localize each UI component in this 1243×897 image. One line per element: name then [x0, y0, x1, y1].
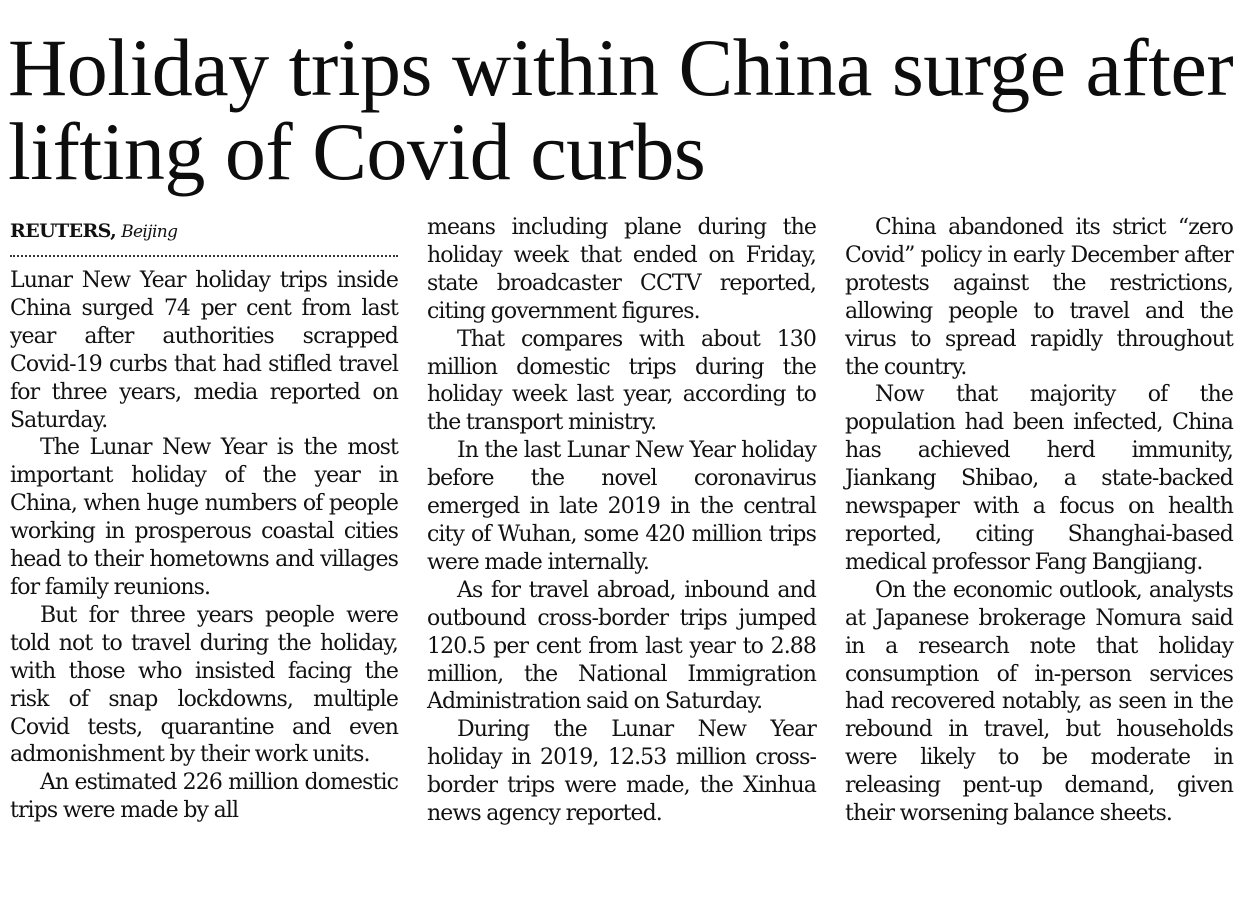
- article-column-2: [427, 214, 816, 828]
- article-paragraph: Now that majority of the population had been infected, China has achieved herd immunity, Jiankang Shibao, a state-backed newspaper with a focus on health reported, citing Shanghai-based medical professor Fang Bangjiang.: [845, 382, 1233, 575]
- article-paragraph: During the Lunar New Year holiday in 2019, 12.53 million cross-border trips were made, the Xinhua news agency reported.: [427, 717, 816, 827]
- article-paragraph: Lunar New Year holiday trips inside China surged 74 per cent from last year after authorities scrapped Covid-19 curbs that had stifled travel for three years, media reported on Saturday.: [10, 268, 398, 433]
- article-paragraph: As for travel abroad, inbound and outbound cross-border trips jumped 120.5 per cent from last year to 2.88 million, the National Immigration Administration said on Saturday.: [427, 577, 816, 715]
- headline: Holiday trips within China surge after lifting of Covid curbs: [8, 22, 1234, 197]
- article-paragraph: China abandoned its strict “zero Covid” policy in early December after protests against the restrictions, allowing people to travel and the virus to spread rapidly throughout the country.: [845, 215, 1233, 380]
- byline-divider: [10, 255, 398, 257]
- byline: [10, 218, 398, 245]
- article-paragraph: That compares with about 130 million domestic trips during the holiday week last year, according to the transport ministry.: [427, 326, 816, 436]
- article-paragraph: In the last Lunar New Year holiday before the novel coronavirus emerged in late 2019 in the central city of Wuhan, some 420 million trips were made internally.: [427, 438, 816, 575]
- article-paragraph: An estimated 226 million domestic trips were made by all: [10, 770, 398, 824]
- article-column-3: [845, 214, 1233, 828]
- article-paragraph: But for three years people were told not to travel during the holiday, with those who insisted facing the risk of snap lockdowns, multiple Covid tests, quarantine and even admonishment by their work units.: [10, 602, 398, 768]
- byline-agency: REUTERS,: [10, 220, 117, 242]
- article-paragraph: means including plane during the holiday week that ended on Friday, state broadcaster CCTV reported, citing government figures.: [427, 215, 816, 324]
- byline-location: Beijing: [121, 222, 178, 242]
- article-paragraph: On the economic outlook, analysts at Japanese brokerage Nomura said in a research note that holiday consumption of in-person services had recovered notably, as seen in the rebound in travel, but households were likely to be moderate in releasing pent-up demand, given their worsening balance sheets.: [845, 577, 1233, 827]
- article-paragraph: The Lunar New Year is the most important holiday of the year in China, when huge numbers of people working in prosperous coastal cities head to their hometowns and villages for family reunions.: [10, 435, 398, 600]
- article-column-1: [10, 214, 398, 825]
